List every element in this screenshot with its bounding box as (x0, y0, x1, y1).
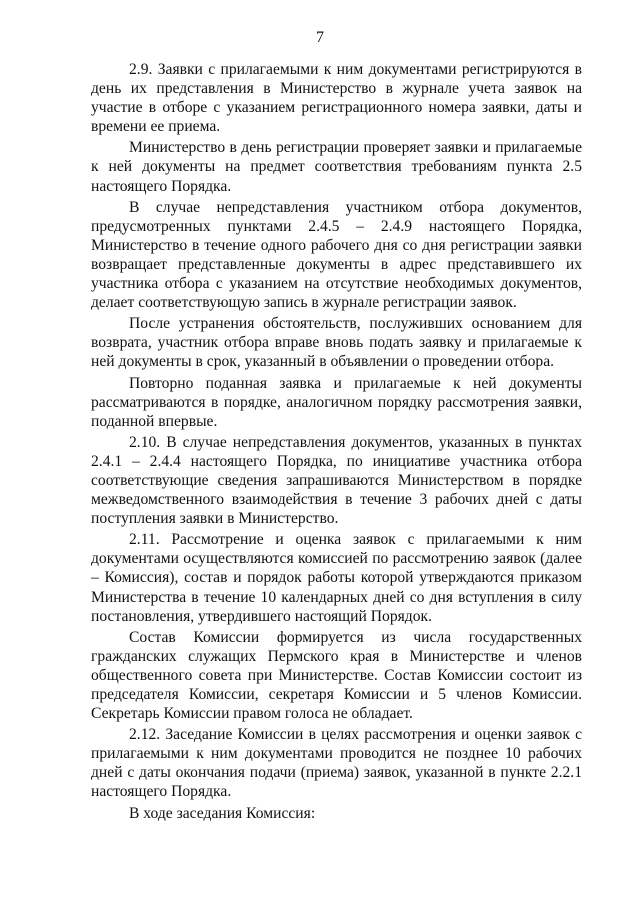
paragraph-2-10: 2.10. В случае непредставления документов, указанных в пунктах 2.4.1 – 2.4.4 настоящего Порядка, по инициативе участника отбора соответствующие сведения запрашиваются Министерством в порядке межведомственного взаимодействия в течение 3 рабочих дней с даты поступления заявки в Министерство. (91, 433, 582, 528)
paragraph-missing-documents: В случае непредставления участником отбора документов, предусмотренных пунктами 2.4.5 – 2.4.9 настоящего Порядка, Министерство в течение одного рабочего дня со дня регистрации заявки возвращает представленные документы в адрес представившего их участника отбора с указанием на отсутствие необходимых документов, делает соответствующую запись в журнале регистрации заявок. (91, 198, 582, 312)
paragraph-commission-composition: Состав Комиссии формируется из числа государственных гражданских служащих Пермского края в Министерстве и членов общественного совета при Министерстве. Состав Комиссии состоит из председателя Комиссии, секретаря Комиссии и 5 членов Комиссии. Секретарь Комиссии правом голоса не обладает. (91, 628, 582, 723)
paragraph-2-12: 2.12. Заседание Комиссии в целях рассмотрения и оценки заявок с прилагаемыми к ним документами проводится не позднее 10 рабочих дней с даты окончания подачи (приема) заявок, указанной в пункте 2.2.1 настоящего Порядка. (91, 726, 582, 801)
page-number: 7 (316, 29, 324, 46)
paragraph-commission-meeting: В ходе заседания Комиссия: (129, 804, 316, 822)
paragraph-2-9: 2.9. Заявки с прилагаемыми к ним документами регистрируются в день их представления в Министерство в журнале учета заявок на участие в отборе с указанием регистрационного номера заявки, даты и времени ее приема. (91, 61, 582, 136)
paragraph-2-11: 2.11. Рассмотрение и оценка заявок с прилагаемыми к ним документами осуществляются комиссией по рассмотрению заявок (далее – Комиссия), состав и порядок работы которой утверждаются приказом Министерства в течение 10 календарных дней со дня вступления в силу постановления, утвердившего настоящий Порядок. (91, 531, 582, 625)
paragraph-repeat-review: Повторно поданная заявка и прилагаемые к ней документы рассматриваются в порядке, аналогичном порядку рассмотрения заявки, поданной впервые. (91, 374, 582, 430)
paragraph-registration-check: Министерство в день регистрации проверяет заявки и прилагаемые к ней документы на предмет соответствия требованиям пункта 2.5 настоящего Порядка. (91, 139, 582, 195)
paragraph-resubmission: После устранения обстоятельств, послуживших основанием для возврата, участник отбора вправе вновь подать заявку и прилагаемые к ней документы в срок, указанный в объявлении о проведении отбора. (91, 315, 582, 371)
document-body (91, 60, 582, 825)
